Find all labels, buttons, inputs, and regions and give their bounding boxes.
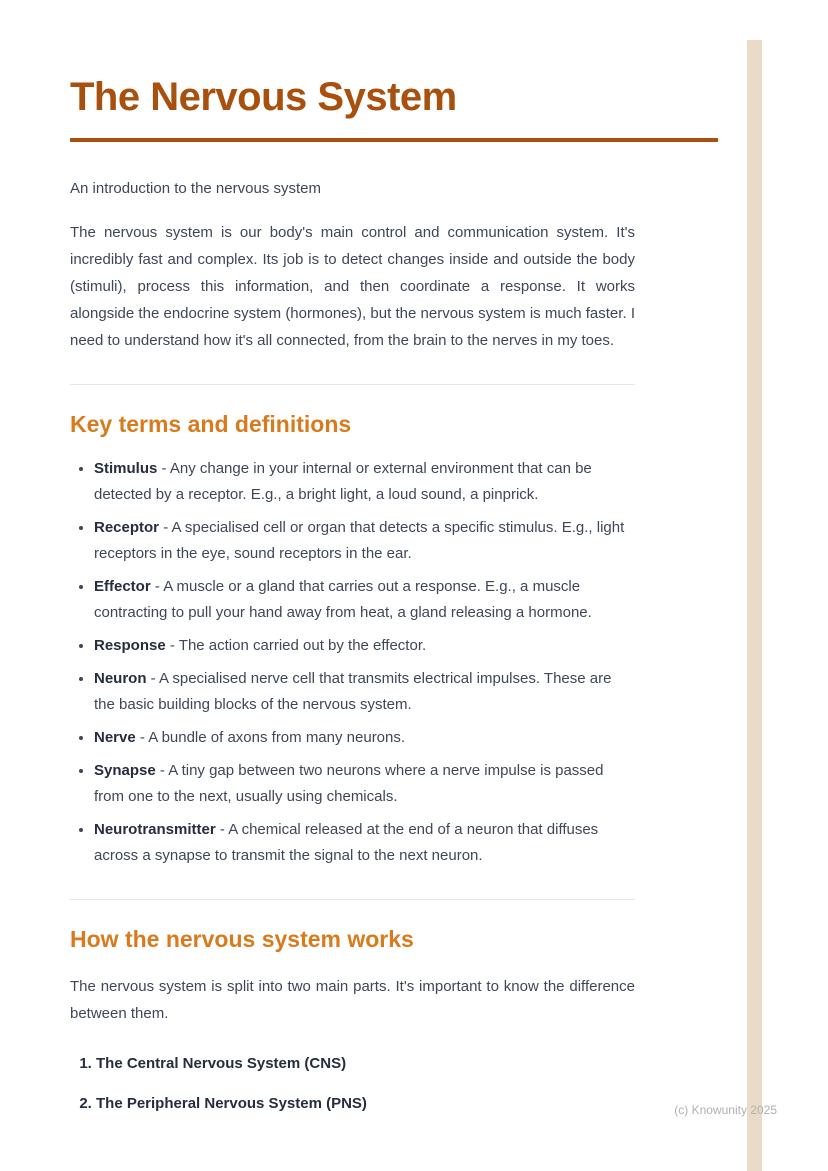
term-separator: -	[139, 729, 145, 746]
term-separator: -	[169, 637, 175, 654]
list-item: 1. The Central Nervous System (CNS)	[96, 1051, 635, 1077]
document-content	[70, 0, 635, 1131]
section-divider	[70, 384, 635, 385]
term-definition: A specialised cell or organ that detects a specific stimulus. E.g., light receptors in the eye, sound receptors in the ear.	[94, 519, 625, 562]
title-underline	[70, 138, 718, 142]
list-item	[94, 666, 635, 718]
term-separator: -	[161, 460, 167, 477]
term-name: Effector	[94, 578, 151, 595]
list-item	[94, 725, 635, 751]
term-name: Neurotransmitter	[94, 821, 216, 838]
term-separator: -	[154, 578, 160, 595]
term-separator: -	[150, 670, 156, 687]
term-separator: -	[219, 821, 225, 838]
term-separator: -	[163, 519, 169, 536]
intro-subtitle: An introduction to the nervous system	[70, 180, 321, 197]
section-divider	[70, 899, 635, 900]
page-title: The Nervous System	[70, 75, 457, 119]
term-name: Synapse	[94, 762, 156, 779]
term-definition: A muscle or a gland that carries out a response. E.g., a muscle contracting to pull your hand away from heat, a gland releasing a hormone.	[94, 578, 592, 621]
watermark: (c) Knowunity 2025	[674, 1103, 777, 1117]
term-definition: A specialised nerve cell that transmits electrical impulses. These are the basic building blocks of the nervous system.	[94, 670, 612, 713]
how-it-works-paragraph: The nervous system is split into two main parts. It's important to know the difference between them.	[70, 978, 635, 1022]
term-name: Response	[94, 637, 166, 654]
list-item: 2. The Peripheral Nervous System (PNS)	[96, 1091, 635, 1117]
term-definition: A bundle of axons from many neurons.	[148, 729, 406, 746]
term-definition: A tiny gap between two neurons where a nerve impulse is passed from one to the next, usually using chemicals.	[94, 762, 604, 805]
term-separator: -	[159, 762, 165, 779]
page-edge-strip	[747, 40, 762, 1171]
section-heading-how-it-works: How the nervous system works	[70, 926, 414, 952]
term-name: Neuron	[94, 670, 147, 687]
term-name: Receptor	[94, 519, 160, 536]
list-item	[94, 758, 635, 810]
list-item	[94, 574, 635, 626]
term-definition: A chemical released at the end of a neuron that diffuses across a synapse to transmit the signal to the next neuron.	[94, 821, 599, 864]
main-parts-list	[70, 1051, 635, 1117]
list-item	[94, 456, 635, 508]
section-heading-key-terms: Key terms and definitions	[70, 411, 352, 437]
list-item	[94, 817, 635, 869]
term-definition: Any change in your internal or external environment that can be detected by a receptor. E.g., a bright light, a loud sound, a pinprick.	[94, 460, 592, 503]
term-name: Stimulus	[94, 460, 158, 477]
list-item	[94, 515, 635, 567]
intro-paragraph: The nervous system is our body's main control and communication system. It's incredibly fast and complex. Its job is to detect changes inside and outside the body (stimuli), process this information, and then coordinate a response. It works alongside the endocrine system (hormones), but the nervous system is much faster. I need to understand how it's all connected, from the brain to the nerves in my toes.	[70, 224, 635, 349]
term-definition: The action carried out by the effector.	[178, 637, 427, 654]
term-name: Nerve	[94, 729, 136, 746]
key-terms-list	[70, 456, 635, 869]
list-item	[94, 633, 635, 659]
